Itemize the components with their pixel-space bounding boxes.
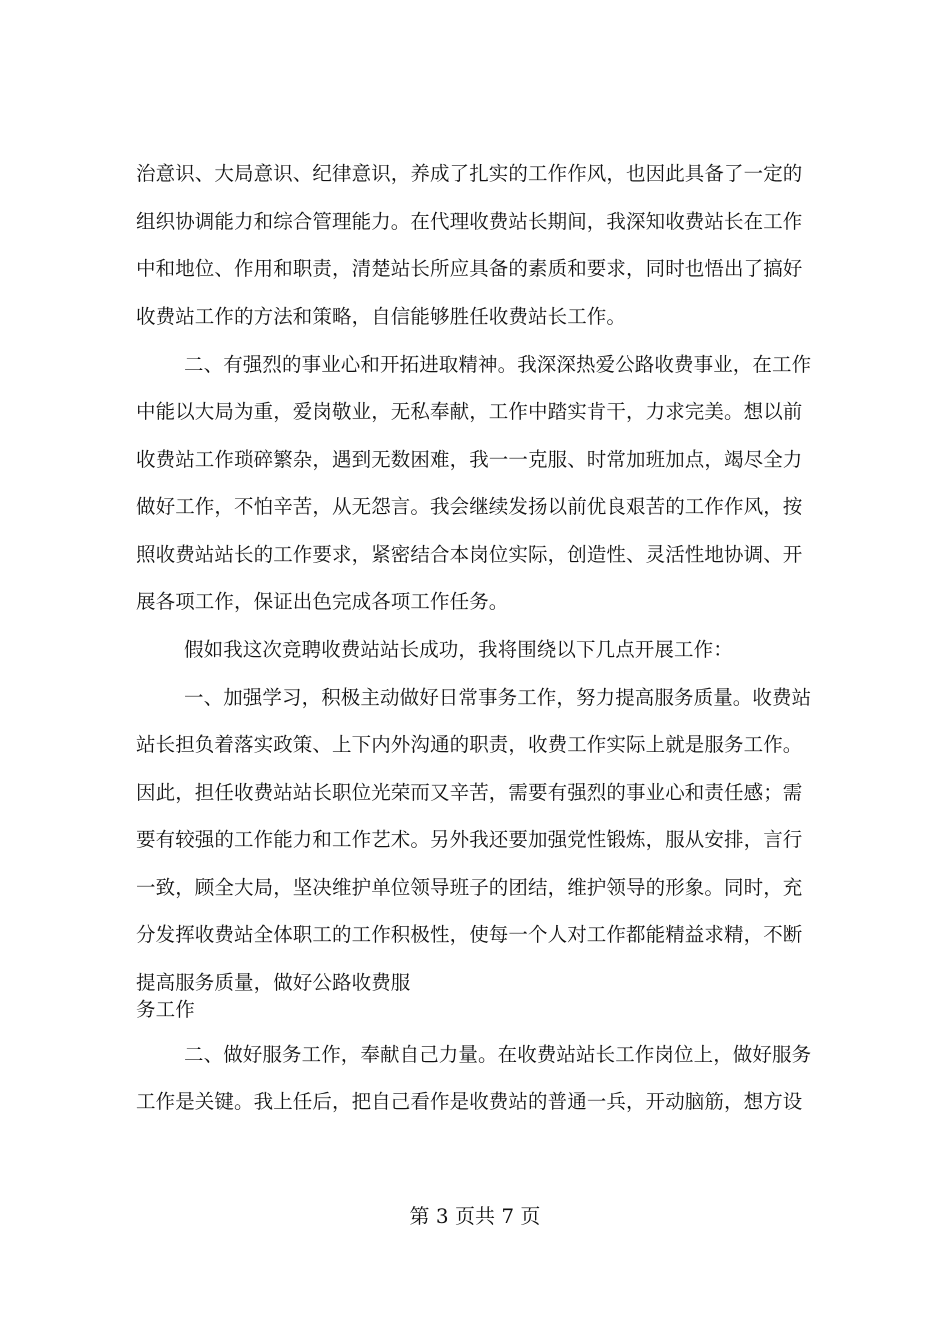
text-line: 收费站工作琐碎繁杂，遇到无数困难，我一一克服、时常加班加点，竭尽全力 [136, 448, 803, 471]
paragraph-first-line: 假如我这次竞聘收费站站长成功，我将围绕以下几点开展工作： [184, 638, 733, 661]
text-line: 务工作 [136, 998, 195, 1021]
text-line: 组织协调能力和综合管理能力。在代理收费站长期间，我深知收费站长在工作 [136, 210, 803, 233]
text-line: 中和地位、作用和职责，清楚站长所应具备的素质和要求，同时也悟出了搞好 [136, 257, 803, 280]
paragraph-first-line: 一、加强学习，积极主动做好日常事务工作，努力提高服务质量。收费站 [184, 686, 812, 709]
text-line: 收费站工作的方法和策略，自信能够胜任收费站长工作。 [136, 305, 627, 328]
text-line: 提高服务质量，做好公路收费服 [136, 971, 411, 994]
text-line: 展各项工作，保证出色完成各项工作任务。 [136, 590, 509, 613]
text-line: 中能以大局为重，爱岗敬业，无私奉献，工作中踏实肯干，力求完美。想以前 [136, 400, 803, 423]
text-line: 做好工作，不怕辛苦，从无怨言。我会继续发扬以前优良艰苦的工作作风，按 [136, 495, 803, 518]
paragraph-first-line: 二、有强烈的事业心和开拓进取精神。我深深热爱公路收费事业，在工作 [184, 353, 812, 376]
text-line: 分发挥收费站全体职工的工作积极性，使每一个人对工作都能精益求精，不断 [136, 923, 803, 946]
text-line: 站长担负着落实政策、上下内外沟通的职责，收费工作实际上就是服务工作。 [136, 733, 803, 756]
text-line: 照收费站站长的工作要求，紧密结合本岗位实际，创造性、灵活性地协调、开 [136, 543, 803, 566]
text-line: 要有较强的工作能力和工作艺术。另外我还要加强党性锻炼，服从安排，言行 [136, 828, 803, 851]
text-line: 因此，担任收费站站长职位光荣而又辛苦，需要有强烈的事业心和责任感；需 [136, 781, 803, 804]
text-line: 一致，顾全大局，坚决维护单位领导班子的团结，维护领导的形象。同时，充 [136, 876, 803, 899]
text-line: 工作是关键。我上任后，把自己看作是收费站的普通一兵，开动脑筋，想方设 [136, 1090, 803, 1113]
text-line: 治意识、大局意识、纪律意识，养成了扎实的工作作风，也因此具备了一定的 [136, 162, 803, 185]
paragraph-first-line: 二、做好服务工作，奉献自己力量。在收费站站长工作岗位上，做好服务 [184, 1043, 812, 1066]
page-number-footer: 第 3 页共 7 页 [409, 1204, 541, 1228]
